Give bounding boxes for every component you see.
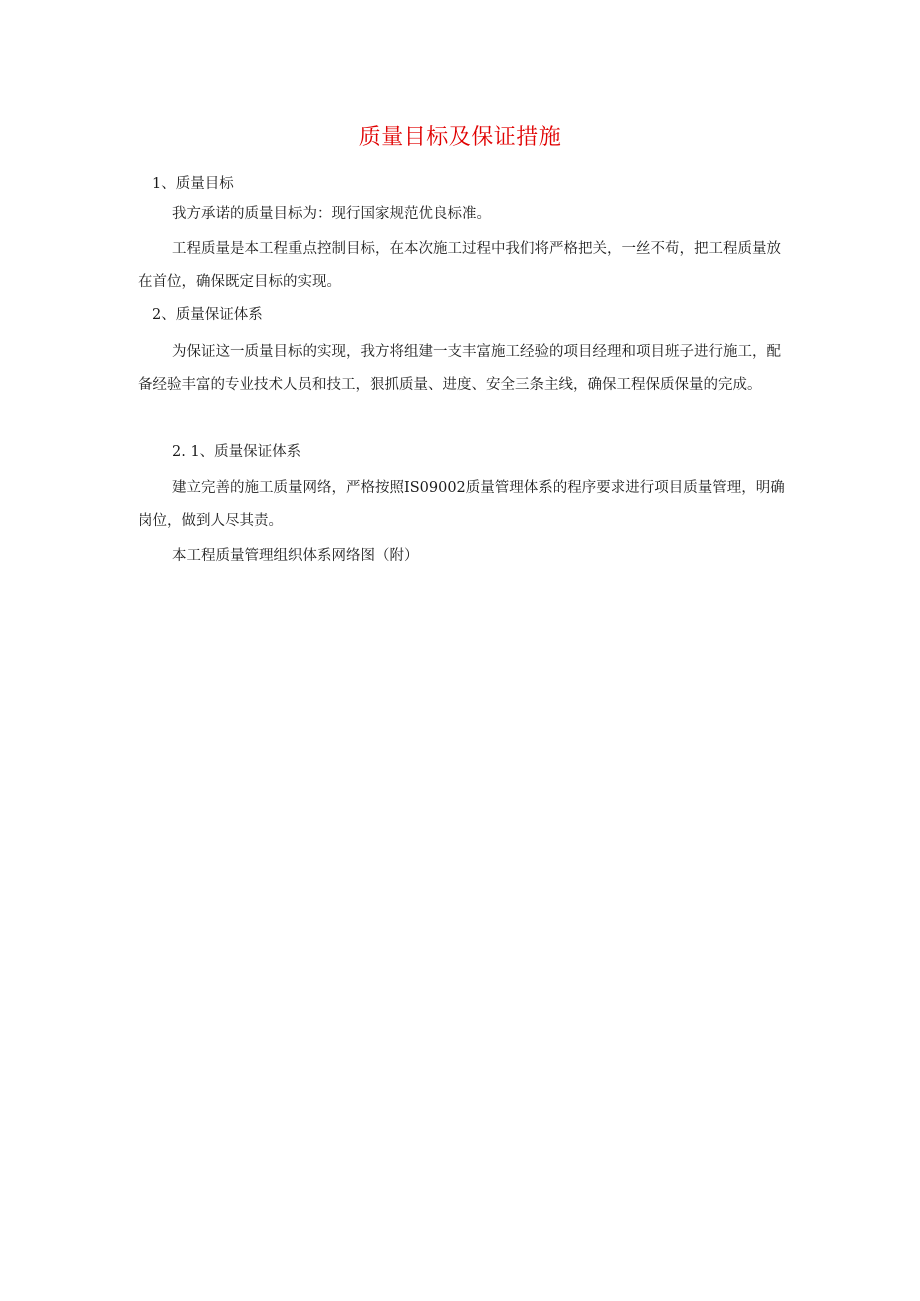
paragraph-assurance-team: 为保证这一质量目标的实现，我方将组建一支丰富施工经验的项目经理和项目班子进行施工，配备经验丰富的专业技术人员和技工，狠抓质量、进度、安全三条主线，确保工程保质保量的完成。 [138, 344, 781, 393]
paragraph-quality-control: 工程质量是本工程重点控制目标，在本次施工过程中我们将严格把关，一丝不苟，把工程质量放在首位，确保既定目标的实现。 [138, 241, 781, 290]
paragraph-organization-chart-note: 本工程质量管理组织体系网络图（附） [172, 548, 419, 564]
document-title: 质量目标及保证措施 [358, 125, 562, 150]
section-heading-quality-target: 1、质量目标 [152, 176, 234, 192]
subsection-heading-quality-assurance-system: 2. 1、质量保证体系 [172, 444, 302, 460]
paragraph-quality-commitment: 我方承诺的质量目标为：现行国家规范优良标准。 [172, 206, 491, 222]
paragraph-quality-network: 建立完善的施工质量网络，严格按照IS09002质量管理体系的程序要求进行项目质量管理，明确岗位，做到人尽其责。 [138, 480, 785, 529]
section-heading-quality-assurance-system: 2、质量保证体系 [152, 307, 263, 323]
